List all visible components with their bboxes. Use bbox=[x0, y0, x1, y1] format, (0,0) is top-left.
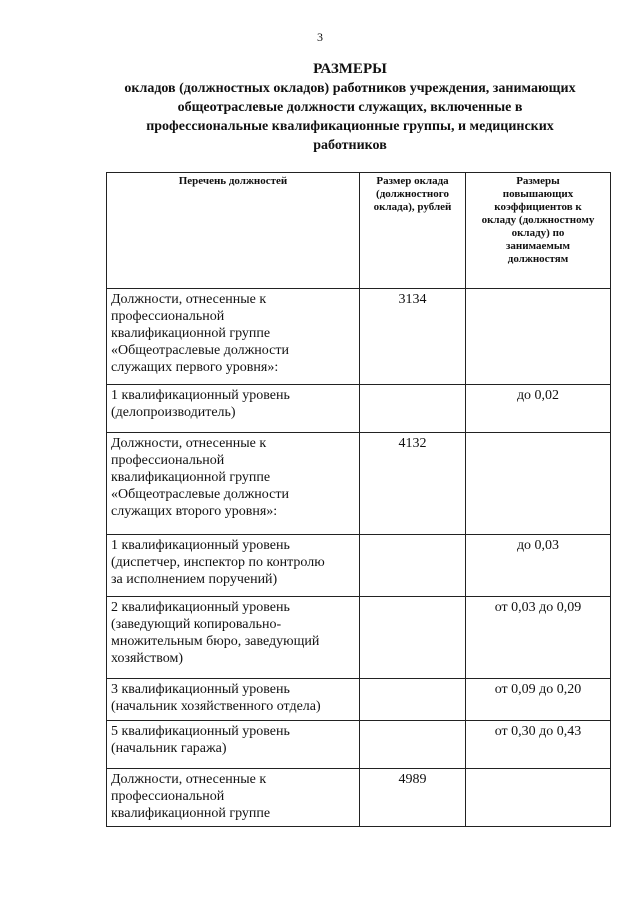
table-header-row bbox=[107, 173, 611, 289]
table-row bbox=[107, 433, 611, 535]
salary-table bbox=[106, 172, 611, 827]
salary-cell bbox=[360, 385, 466, 433]
table-row bbox=[107, 769, 611, 827]
salary-cell bbox=[360, 597, 466, 679]
coefficient-cell: от 0,30 до 0,43 bbox=[466, 721, 611, 769]
table-row bbox=[107, 385, 611, 433]
salary-cell bbox=[360, 721, 466, 769]
title-main: РАЗМЕРЫ bbox=[313, 61, 387, 77]
coefficient-cell bbox=[466, 433, 611, 535]
position-cell: Должности, отнесенные к профессиональной квалификационной группе bbox=[107, 769, 360, 827]
coefficient-cell: от 0,03 до 0,09 bbox=[466, 597, 611, 679]
table-row bbox=[107, 289, 611, 385]
header-coefficient: Размеры повышающих коэффициентов к окладу (должностному окладу) по занимаемым должностям bbox=[466, 173, 611, 289]
document-title bbox=[80, 60, 620, 155]
salary-cell: 4132 bbox=[360, 433, 466, 535]
table-row bbox=[107, 721, 611, 769]
table-row bbox=[107, 535, 611, 597]
position-cell: 1 квалификационный уровень (делопроизводитель) bbox=[107, 385, 360, 433]
table-row bbox=[107, 597, 611, 679]
position-cell: Должности, отнесенные к профессиональной квалификационной группе «Общеотраслевые должности служащих первого уровня»: bbox=[107, 289, 360, 385]
salary-cell: 3134 bbox=[360, 289, 466, 385]
coefficient-cell bbox=[466, 289, 611, 385]
coefficient-cell bbox=[466, 769, 611, 827]
position-cell: 1 квалификационный уровень (диспетчер, инспектор по контролю за исполнением поручений) bbox=[107, 535, 360, 597]
coefficient-cell: до 0,02 bbox=[466, 385, 611, 433]
header-positions: Перечень должностей bbox=[107, 173, 360, 289]
coefficient-cell: от 0,09 до 0,20 bbox=[466, 679, 611, 721]
salary-cell bbox=[360, 679, 466, 721]
position-cell: 3 квалификационный уровень (начальник хозяйственного отдела) bbox=[107, 679, 360, 721]
salary-cell bbox=[360, 535, 466, 597]
position-cell: 2 квалификационный уровень (заведующий копировально- множительным бюро, заведующий хозяйством) bbox=[107, 597, 360, 679]
position-cell: 5 квалификационный уровень (начальник гаража) bbox=[107, 721, 360, 769]
position-cell: Должности, отнесенные к профессиональной квалификационной группе «Общеотраслевые должности служащих второго уровня»: bbox=[107, 433, 360, 535]
coefficient-cell: до 0,03 bbox=[466, 535, 611, 597]
salary-cell: 4989 bbox=[360, 769, 466, 827]
title-subtitle: окладов (должностных окладов) работников учреждения, занимающих общеотраслевые должности служащих, включенные в профессиональные квалификационные группы, и медицинских работников bbox=[124, 81, 576, 153]
table-row bbox=[107, 679, 611, 721]
header-salary: Размер оклада (должностного оклада), рублей bbox=[360, 173, 466, 289]
page-number: 3 bbox=[317, 30, 323, 44]
